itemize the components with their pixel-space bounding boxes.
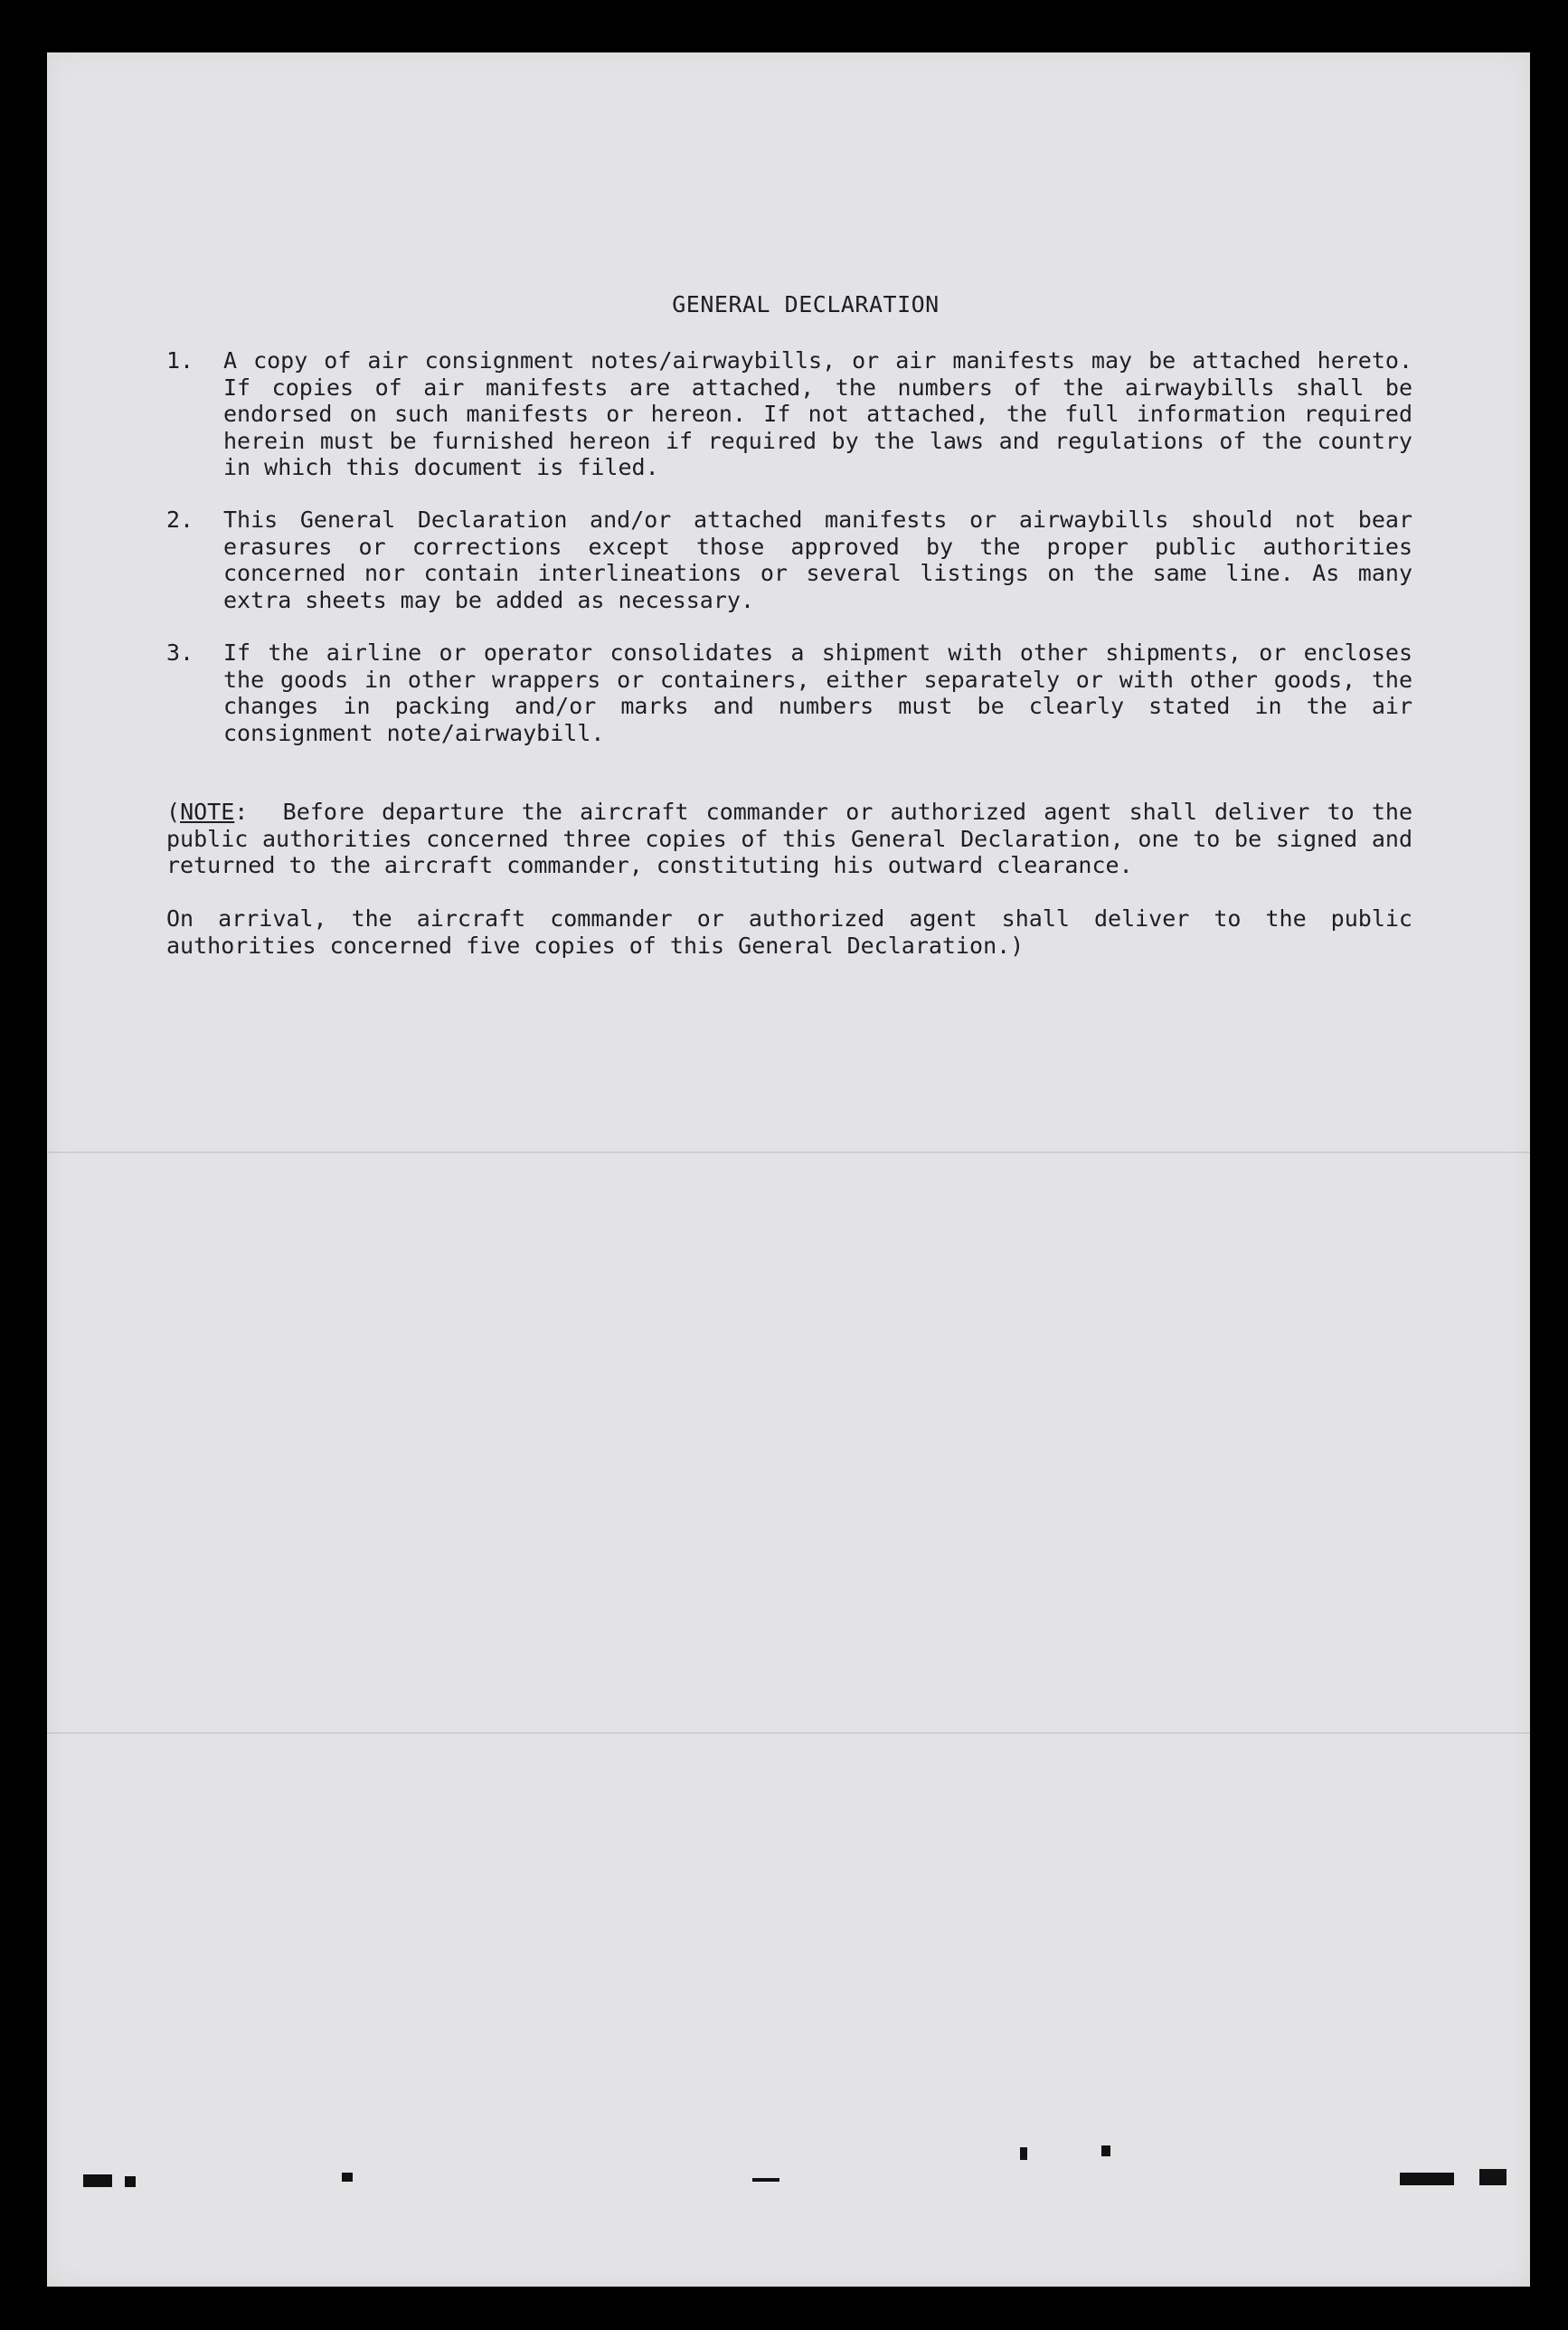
item-number: 3.	[166, 639, 194, 666]
item-text: A copy of air consignment notes/airwaybills, or air manifests may be attached hereto. If copies of air manifests are attached, the numbers of the airwaybills shall be endorsed on such manifests or hereon. If not attached, the full information required herein must be furnished hereon if required by the laws and regulations of the country in which this document is filed.	[223, 347, 1412, 480]
document-page	[47, 52, 1530, 2287]
note-colon: :	[234, 799, 249, 825]
document-title: GENERAL DECLARATION	[672, 291, 940, 317]
item-text: If the airline or operator consolidates a shipment with other shipments, or encloses the goods in other wrappers or containers, either separately or with other goods, the changes in packing and/or marks and numbers must be clearly stated in the air consignment note/airwaybill.	[223, 639, 1412, 746]
scan-speck	[342, 2173, 353, 2182]
note-label: NOTE	[180, 799, 235, 825]
item-number: 1.	[166, 347, 194, 374]
note-open-paren: (	[166, 799, 181, 825]
scan-speck	[1020, 2147, 1027, 2160]
scan-speck	[1101, 2145, 1110, 2156]
note-paragraph	[166, 799, 1412, 879]
scan-speck	[1479, 2169, 1507, 2185]
arrival-paragraph: On arrival, the aircraft commander or authorized agent shall deliver to the public authorities concerned five copies of this General Declaration.)	[166, 905, 1412, 959]
scan-speck	[752, 2178, 779, 2182]
scan-speck	[83, 2174, 112, 2187]
scan-speck	[1400, 2173, 1454, 2185]
scan-speck	[125, 2176, 136, 2187]
item-number: 2.	[166, 507, 194, 533]
item-text: This General Declaration and/or attached manifests or airwaybills should not bear erasures or corrections except those approved by the proper public authorities concerned nor contain interlineations or several listings on the same line. As many extra sheets may be added as necessary.	[223, 507, 1412, 613]
note-text: Before departure the aircraft commander or authorized agent shall deliver to the public authorities concerned three copies of this General Declaration, one to be signed and returned to the aircraft commander, constituting his outward clearance.	[166, 799, 1412, 878]
document-body	[47, 52, 1530, 2287]
